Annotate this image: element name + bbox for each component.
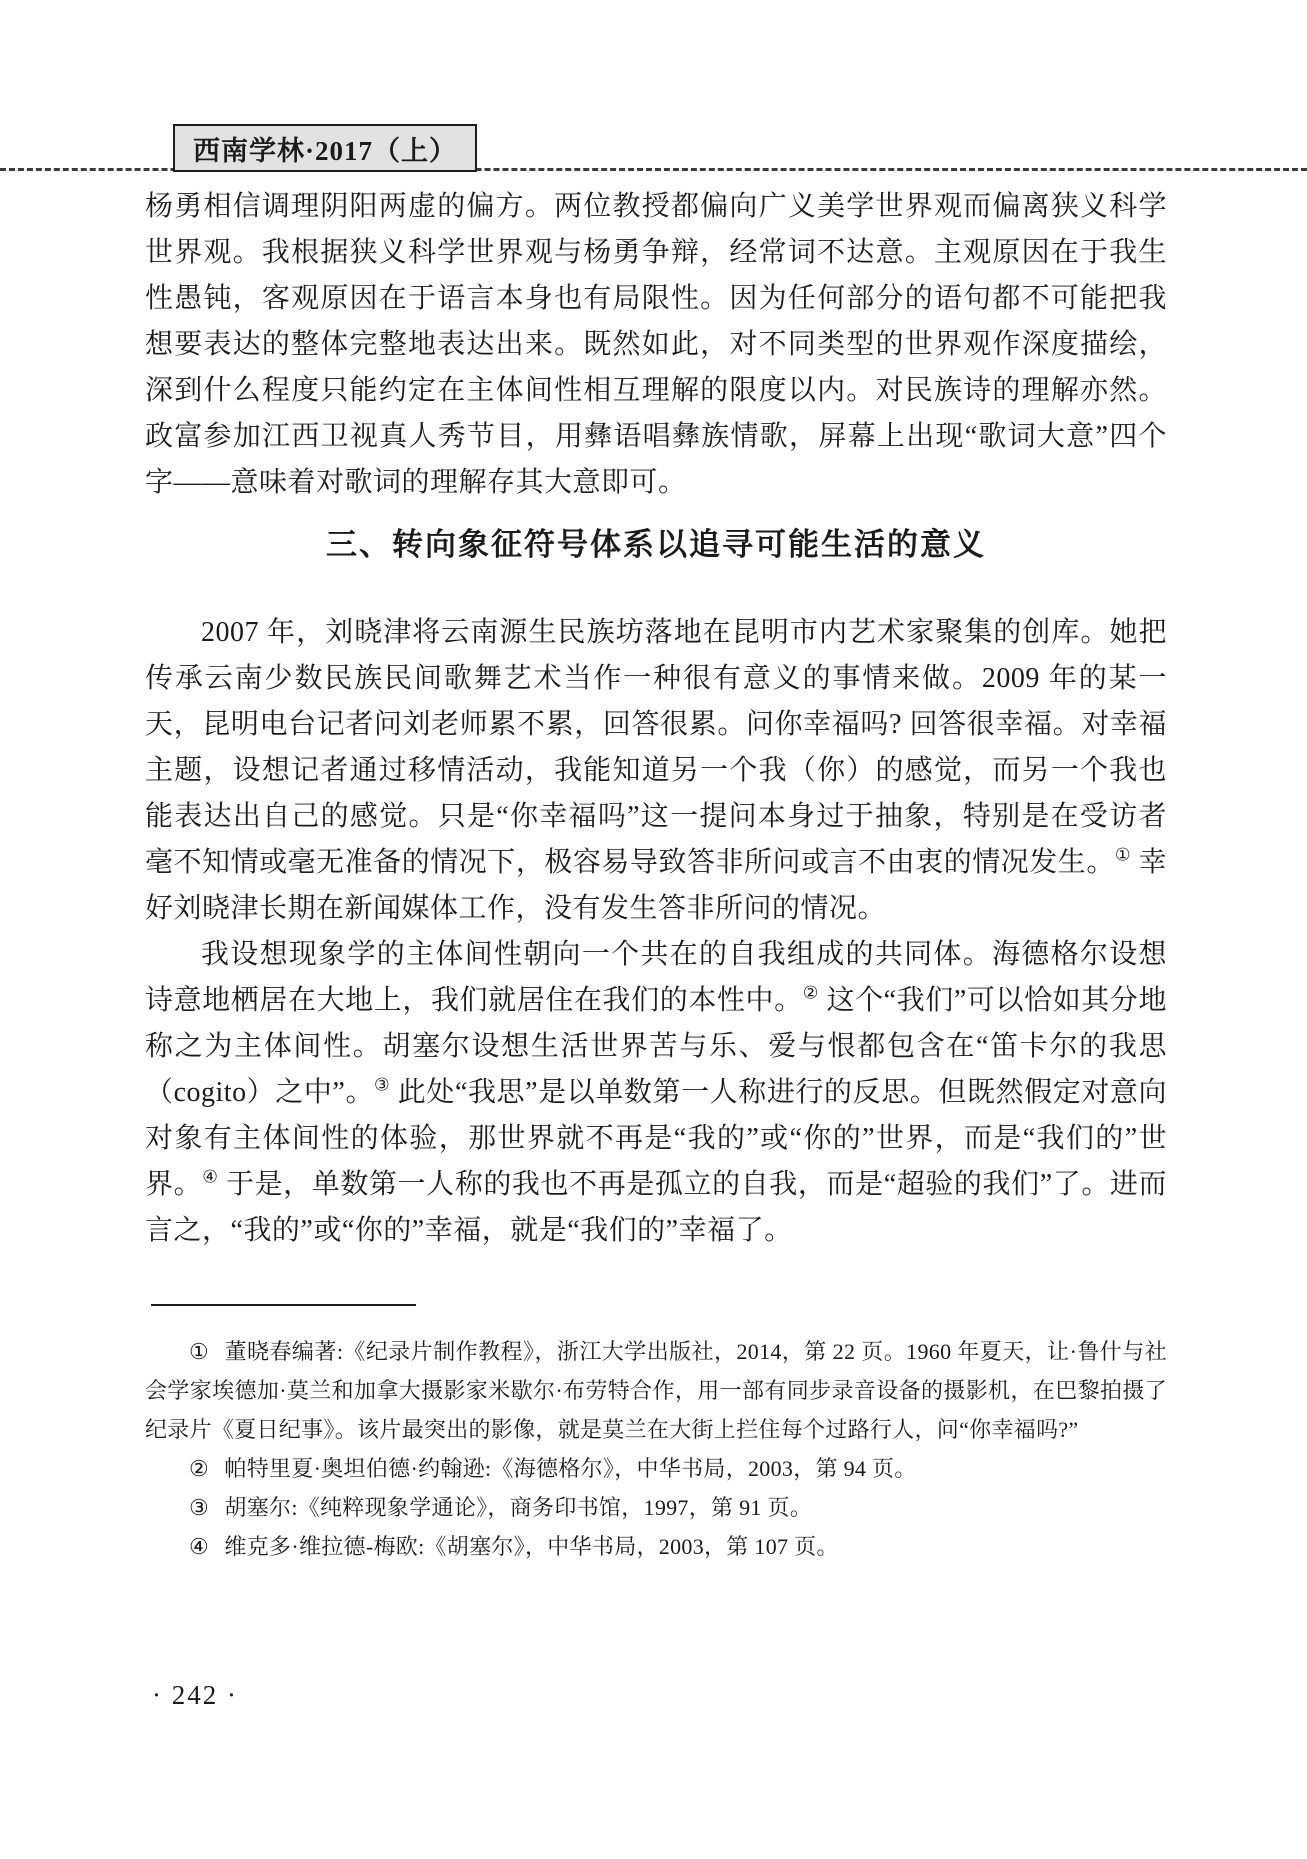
footnote-item: ③ 胡塞尔:《纯粹现象学通论》，商务印书馆，1997，第 91 页。 (189, 1495, 813, 1520)
footnote-reference: ③ (374, 1075, 391, 1095)
footnote-item: ① 董晓春编著:《纪录片制作教程》，浙江大学出版社，2014，第 22 页。1960 年夏天，让·鲁什与社会学家埃德加·莫兰和加拿大摄影家米歇尔·布劳特合作，用一部有同步录音设备的摄影机，在巴黎拍摄了纪录片《夏日纪事》。该片最突出的影像，就是莫兰在大街上拦住每个过路行人，问“你幸福吗?” (145, 1339, 1167, 1442)
footnote-marker: ④ (189, 1534, 210, 1559)
footnote-reference: ④ (202, 1167, 219, 1187)
journal-header-badge (173, 124, 477, 172)
body-blocks (145, 184, 1167, 1254)
page-content (145, 184, 1167, 1566)
footnote-reference: ② (802, 983, 819, 1003)
body-paragraph: 2007 年，刘晓津将云南源生民族坊落地在昆明市内艺术家聚集的创库。她把传承云南少数民族民间歌舞艺术当作一种很有意义的事情来做。2009 年的某一天，昆明电台记者问刘老师累不累，回答很累。问你幸福吗? 回答很幸福。对幸福主题，设想记者通过移情活动，我能知道另一个我（你）的感觉，而另一个我也能表达出自己的感觉。只是“你幸福吗”这一提问本身过于抽象，特别是在受访者毫不知情或毫无准备的情况下，极容易导致答非所问或言不由衷的情况发生。① 幸好刘晓津长期在新闻媒体工作，没有发生答非所问的情况。 (145, 617, 1167, 924)
footnote-marker: ③ (189, 1495, 210, 1520)
body-paragraph: 我设想现象学的主体间性朝向一个共在的自我组成的共同体。海德格尔设想诗意地栖居在大地上，我们就居住在我们的本性中。② 这个“我们”可以恰如其分地称之为主体间性。胡塞尔设想生活世界苦与乐、爱与恨都包含在“笛卡尔的我思（cogito）之中”。③ 此处“我思”是以单数第一人称进行的反思。但既然假定对意向对象有主体间性的体验，那世界就不再是“我的”或“你的”世界，而是“我们的”世界。④ 于是，单数第一人称的我也不再是孤立的自我，而是“超验的我们”了。进而言之，“我的”或“你的”幸福，就是“我们的”幸福了。 (145, 939, 1168, 1246)
footnote-marker: ① (189, 1339, 210, 1364)
footnote-item: ④ 维克多·维拉德-梅欧:《胡塞尔》，中华书局，2003，第 107 页。 (189, 1534, 839, 1559)
journal-title: 西南学林·2017（上） (192, 135, 457, 166)
page-number: · 242 · (152, 1680, 238, 1710)
footnotes-list (145, 1332, 1167, 1566)
footnote-reference: ① (1114, 845, 1131, 865)
footnote-marker: ② (189, 1456, 210, 1481)
footnote-item: ② 帕特里夏·奥坦伯德·约翰逊:《海德格尔》，中华书局，2003，第 94 页。 (189, 1456, 917, 1481)
section-heading: 三、转向象征符号体系以追寻可能生活的意义 (326, 527, 986, 562)
body-paragraph: 杨勇相信调理阴阳两虚的偏方。两位教授都偏向广义美学世界观而偏离狭义科学世界观。我根据狭义科学世界观与杨勇争辩，经常词不达意。主观原因在于我生性愚钝，客观原因在于语言本身也有局限性。因为任何部分的语句都不可能把我想要表达的整体完整地表达出来。既然如此，对不同类型的世界观作深度描绘，深到什么程度只能约定在主体间性相互理解的限度以内。对民族诗的理解亦然。政富参加江西卫视真人秀节目，用彝语唱彝族情歌，屏幕上出现“歌词大意”四个字——意味着对歌词的理解存其大意即可。 (145, 191, 1167, 498)
footnote-separator (151, 1304, 416, 1306)
